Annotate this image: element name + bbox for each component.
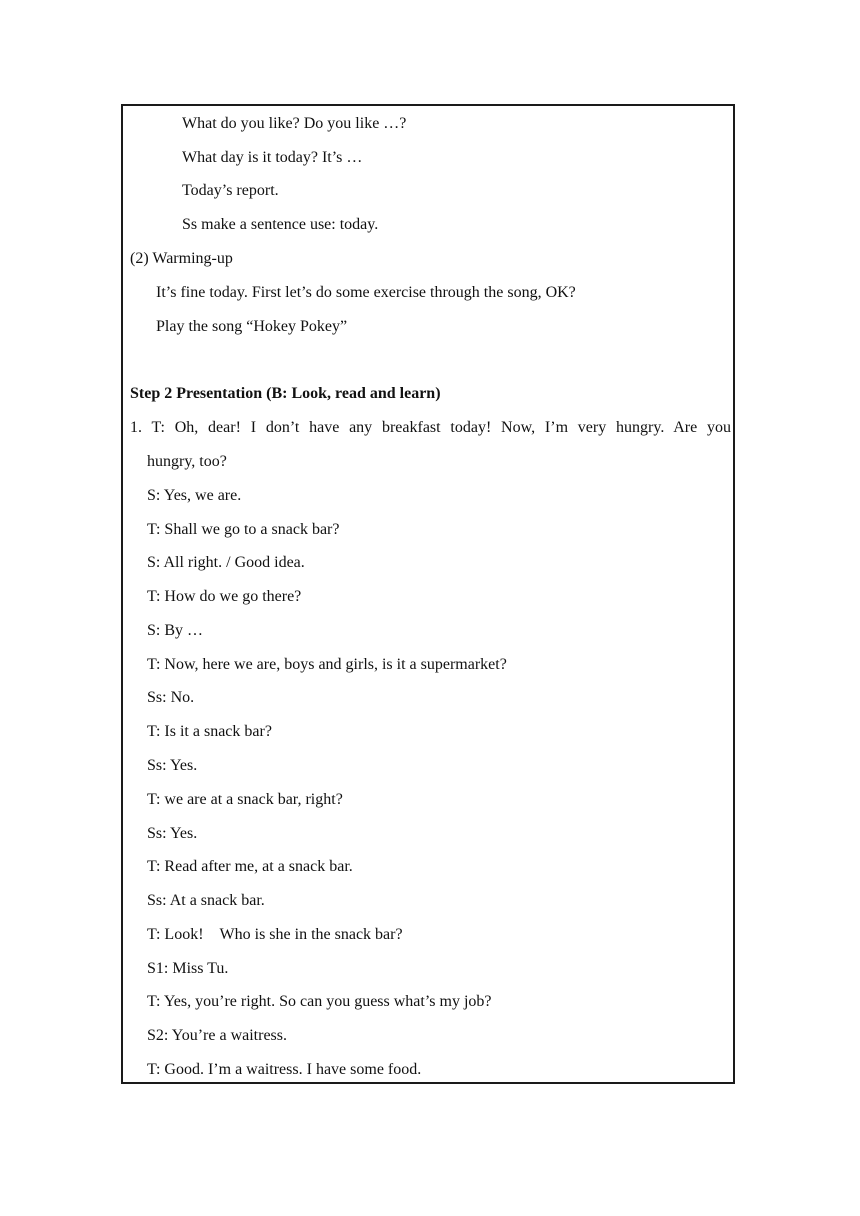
text-line: What do you like? Do you like …? xyxy=(182,115,407,132)
text-line: 1. T: Oh, dear! I don’t have any breakfast today! Now, I’m very hungry. Are you xyxy=(130,419,731,436)
text-line: Ss: No. xyxy=(147,689,195,706)
text-line: Ss make a sentence use: today. xyxy=(182,216,379,233)
text-line: hungry, too? xyxy=(147,453,227,470)
text-line: T: we are at a snack bar, right? xyxy=(147,791,343,808)
text-line: T: Read after me, at a snack bar. xyxy=(147,858,353,875)
text-line: T: How do we go there? xyxy=(147,588,302,605)
text-line: T: Yes, you’re right. So can you guess what’s my job? xyxy=(147,993,492,1010)
text-line: S: Yes, we are. xyxy=(147,487,242,504)
text-line: Ss: Yes. xyxy=(147,757,198,774)
text-line: What day is it today? It’s … xyxy=(182,149,363,166)
text-line: S1: Miss Tu. xyxy=(147,960,229,977)
text-line: T: Is it a snack bar? xyxy=(147,723,272,740)
text-line: Ss: Yes. xyxy=(147,825,198,842)
text-line: T: Look! Who is she in the snack bar? xyxy=(147,926,403,943)
text-line: Play the song “Hokey Pokey” xyxy=(156,318,348,335)
text-line: S: By … xyxy=(147,622,204,639)
text-line: Today’s report. xyxy=(182,182,279,199)
text-line: S: All right. / Good idea. xyxy=(147,554,305,571)
text-line: T: Now, here we are, boys and girls, is it a supermarket? xyxy=(147,656,507,673)
text-line: T: Good. I’m a waitress. I have some food. xyxy=(147,1061,422,1078)
step-heading: Step 2 Presentation (B: Look, read and learn) xyxy=(130,385,441,402)
text-line: It’s fine today. First let’s do some exercise through the song, OK? xyxy=(156,284,576,301)
section-heading: (2) Warming-up xyxy=(130,250,233,267)
text-line: Ss: At a snack bar. xyxy=(147,892,265,909)
text-line: S2: You’re a waitress. xyxy=(147,1027,287,1044)
text-line: T: Shall we go to a snack bar? xyxy=(147,521,340,538)
